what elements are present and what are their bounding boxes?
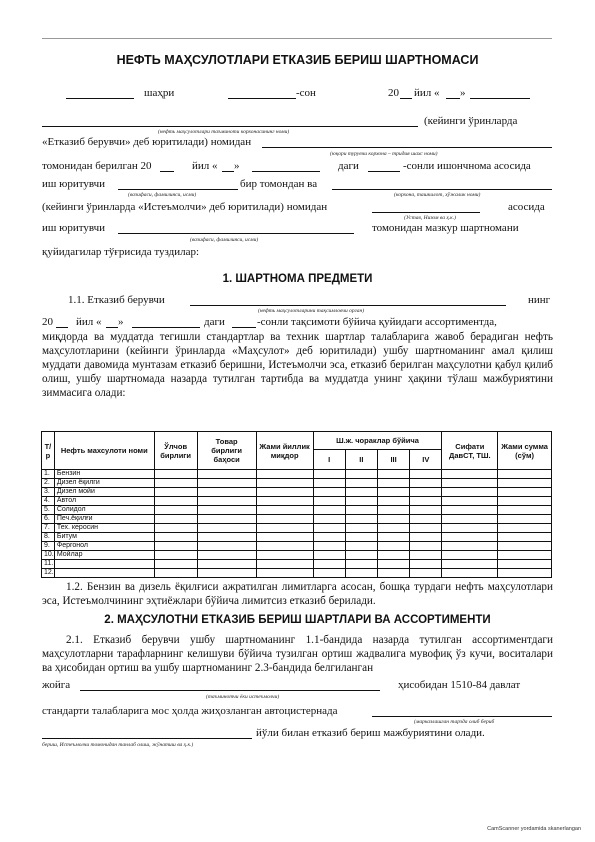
consumer-basis-caption: (Устав, Низом ва ҳ.к.) <box>404 215 456 221</box>
table-row <box>42 506 552 515</box>
table-cell[interactable] <box>498 479 552 488</box>
parties-line4-b: бир томондан ва <box>240 178 318 190</box>
table-cell[interactable] <box>498 551 552 560</box>
col-q1: I <box>313 450 345 470</box>
table-cell[interactable] <box>377 560 409 569</box>
table-cell[interactable] <box>377 569 409 578</box>
table-cell[interactable] <box>410 569 442 578</box>
table-row <box>42 560 552 569</box>
table-cell[interactable] <box>256 551 313 560</box>
table-cell[interactable] <box>197 470 256 479</box>
table-cell[interactable] <box>197 524 256 533</box>
col-price: Товар бирлиги баҳоси <box>197 432 256 470</box>
s1-line2-d: даги <box>204 316 225 328</box>
table-cell[interactable] <box>498 542 552 551</box>
parties-line6-b: томонидан мазкур шартномани <box>372 222 519 234</box>
quote-close: » <box>460 87 466 99</box>
table-cell[interactable] <box>197 542 256 551</box>
col-quarters: Ш.ж. чораклар бўйича <box>313 432 442 450</box>
table-cell[interactable] <box>313 533 345 542</box>
distributor-field[interactable] <box>190 305 506 306</box>
product-name: Дизел мойи <box>54 488 154 497</box>
clause-1-2: 1.2. Бензин ва дизель ёқилғиси ажратилган лимитларга асосан, бошқа турдаги нефть маҳсулотлари эса, Истеъмолчининг эҳтиёжлари бўйича лимитсиз етказиб берилади. <box>42 581 553 607</box>
consumer-name-field[interactable] <box>332 189 552 190</box>
distributor-caption: (нефть маҳсулотларини тақсимловчи орган) <box>258 308 365 314</box>
table-cell[interactable] <box>410 542 442 551</box>
table-cell[interactable] <box>442 488 498 497</box>
table-cell[interactable] <box>442 524 498 533</box>
parties-line5-b: асосида <box>508 201 545 213</box>
parties-line2: «Етказиб берувчи» деб юритилади) номидан <box>42 136 252 148</box>
table-cell[interactable] <box>154 560 197 569</box>
delivery-method-caption-2: бериш, Истеъмолчи томонидан танлаб олиш, жўнатиш ва ҳ.к.) <box>42 742 194 748</box>
table-cell[interactable] <box>256 533 313 542</box>
delivery-method-field[interactable] <box>372 716 552 717</box>
table-cell[interactable] <box>498 515 552 524</box>
table-cell[interactable] <box>377 488 409 497</box>
table-cell[interactable] <box>410 479 442 488</box>
table-cell[interactable] <box>154 542 197 551</box>
table-cell[interactable] <box>345 479 377 488</box>
table-cell[interactable] <box>377 497 409 506</box>
table-cell[interactable] <box>154 479 197 488</box>
table-row <box>42 542 552 551</box>
row-number: 8. <box>42 533 55 542</box>
col-total: Жами йиллик миқдор <box>256 432 313 470</box>
table-cell[interactable] <box>410 524 442 533</box>
table-cell[interactable] <box>345 470 377 479</box>
table-cell[interactable] <box>498 533 552 542</box>
row-number: 7. <box>42 524 55 533</box>
table-cell[interactable] <box>197 497 256 506</box>
table-cell[interactable] <box>256 569 313 578</box>
table-cell[interactable] <box>345 488 377 497</box>
product-name <box>54 560 154 569</box>
row-number: 2. <box>42 479 55 488</box>
table-cell[interactable] <box>377 470 409 479</box>
col-q4: IV <box>410 450 442 470</box>
table-cell[interactable] <box>410 560 442 569</box>
consumer-basis-field[interactable] <box>372 212 480 213</box>
consumer-position-field[interactable] <box>118 233 354 234</box>
col-num: Т/р <box>42 432 55 470</box>
table-cell[interactable] <box>442 497 498 506</box>
row-number: 3. <box>42 488 55 497</box>
consumer-position-caption: (вазифаси, фамилияси, исми) <box>190 237 259 243</box>
s1-paragraph: миқдорда ва муддатда тегишли стандартлар ва техник шартлар талабларига жавоб берадиган нефть маҳсулотларини (кейинги ўринларда «Маҳсулот» деб юритилади) ушбу шартноманинг амал қилиш муддати давомида мунтазам етказиб беришни, Истеъмолчи эса, етказиб берилган маҳсулотни қабул қилиб олиш, ушбу шартномада назарда тутилган тартибда ва муддатда унинг ҳақини тўлаш мажбуриятини зиммасига олади: <box>42 331 553 399</box>
table-cell[interactable] <box>498 569 552 578</box>
s1-line2-c: » <box>118 316 124 328</box>
product-name: Фергонол <box>54 542 154 551</box>
col-name: Нефть махсулоти номи <box>54 432 154 470</box>
table-cell[interactable] <box>256 524 313 533</box>
poa-year-field[interactable] <box>160 171 174 172</box>
table-cell[interactable] <box>442 569 498 578</box>
s1-line2-e: -сонли тақсимоти бўйича қуйидаги ассортиментда, <box>257 316 497 328</box>
table-cell[interactable] <box>256 470 313 479</box>
city-field[interactable] <box>66 98 134 99</box>
col-q2: II <box>345 450 377 470</box>
parties-line3-b: йил « <box>192 160 218 172</box>
day-field[interactable] <box>446 98 460 99</box>
table-cell[interactable] <box>377 542 409 551</box>
year-field[interactable] <box>400 98 412 99</box>
dist-day-field[interactable] <box>106 327 118 328</box>
table-cell[interactable] <box>345 542 377 551</box>
table-row <box>42 497 552 506</box>
table-cell[interactable] <box>377 533 409 542</box>
scanner-footer: CamScanner yordamida skanerlangan <box>487 826 581 832</box>
table-cell[interactable] <box>410 515 442 524</box>
table-cell[interactable] <box>442 506 498 515</box>
table-cell[interactable] <box>313 470 345 479</box>
table-cell[interactable] <box>345 497 377 506</box>
row-number: 10. <box>42 551 55 560</box>
table-cell[interactable] <box>498 524 552 533</box>
s2-line1-b: ҳисобидан 1510-84 давлат <box>398 679 521 691</box>
table-cell[interactable] <box>313 551 345 560</box>
product-name: Мойлар <box>54 551 154 560</box>
table-cell[interactable] <box>442 479 498 488</box>
table-cell[interactable] <box>410 533 442 542</box>
table-cell[interactable] <box>377 524 409 533</box>
year-prefix: 20 <box>388 87 399 99</box>
table-cell[interactable] <box>154 470 197 479</box>
table-row <box>42 533 552 542</box>
dist-year-field[interactable] <box>56 327 68 328</box>
col-unit: Ўлчов бирлиги <box>154 432 197 470</box>
table-cell[interactable] <box>313 560 345 569</box>
delivery-place-field[interactable] <box>80 690 380 691</box>
table-cell[interactable] <box>154 569 197 578</box>
section2-heading: 2. МАҲСУЛОТНИ ЕТКАЗИБ БЕРИШ ШАРТЛАРИ ВА АССОРТИМЕНТИ <box>104 614 491 626</box>
table-cell[interactable] <box>377 551 409 560</box>
contract-number-label: -сон <box>296 87 316 99</box>
table-cell[interactable] <box>313 542 345 551</box>
table-cell[interactable] <box>197 569 256 578</box>
table-cell[interactable] <box>154 497 197 506</box>
table-cell[interactable] <box>313 488 345 497</box>
parties-line3-a: томонидан берилган 20 <box>42 160 152 172</box>
contract-number-field[interactable] <box>228 98 296 99</box>
table-cell[interactable] <box>345 515 377 524</box>
top-rule <box>42 38 552 39</box>
table-cell[interactable] <box>313 506 345 515</box>
parties-line3-d: даги <box>338 160 359 172</box>
poa-month-field[interactable] <box>252 171 320 172</box>
table-cell[interactable] <box>442 542 498 551</box>
table-cell[interactable] <box>256 506 313 515</box>
table-cell[interactable] <box>313 515 345 524</box>
table-cell[interactable] <box>345 551 377 560</box>
table-cell[interactable] <box>410 506 442 515</box>
s1-line1-b: нинг <box>528 294 551 306</box>
table-cell[interactable] <box>256 488 313 497</box>
table-row <box>42 515 552 524</box>
parties-line5-a: (кейинги ўринларда «Истеъмолчи» деб юритилади) номидан <box>42 201 328 213</box>
table-cell[interactable] <box>377 506 409 515</box>
table-cell[interactable] <box>197 551 256 560</box>
table-cell[interactable] <box>256 560 313 569</box>
table-row <box>42 479 552 488</box>
table-row <box>42 470 552 479</box>
row-number: 6. <box>42 515 55 524</box>
table-cell[interactable] <box>154 524 197 533</box>
parties-line4-a: иш юритувчи <box>42 178 106 190</box>
table-cell[interactable] <box>313 479 345 488</box>
table-cell[interactable] <box>154 488 197 497</box>
poa-day-field[interactable] <box>222 171 234 172</box>
product-name: Битум <box>54 533 154 542</box>
s2-line1-a: жойга <box>42 679 71 691</box>
row-number: 4. <box>42 497 55 506</box>
table-cell[interactable] <box>442 470 498 479</box>
row-number: 12. <box>42 569 55 578</box>
table-cell[interactable] <box>197 488 256 497</box>
table-row <box>42 488 552 497</box>
dist-month-field[interactable] <box>132 327 200 328</box>
table-row <box>42 524 552 533</box>
product-name: Дизел ёқилги <box>54 479 154 488</box>
table-cell[interactable] <box>313 569 345 578</box>
parties-line7: қуйидагилар тўғрисида туздилар: <box>42 246 200 258</box>
table-cell[interactable] <box>313 497 345 506</box>
city-label: шаҳри <box>144 87 175 99</box>
table-cell[interactable] <box>442 515 498 524</box>
col-q3: III <box>377 450 409 470</box>
table-row <box>42 569 552 578</box>
row-number: 1. <box>42 470 55 479</box>
col-quality: Сифати ДавСТ, ТШ. <box>442 432 498 470</box>
table-cell[interactable] <box>154 506 197 515</box>
parties-line3-c: » <box>234 160 240 172</box>
table-cell[interactable] <box>410 497 442 506</box>
supplier-name-field[interactable] <box>42 126 418 127</box>
col-sum: Жами сумма (сўм) <box>498 432 552 470</box>
table-cell[interactable] <box>256 479 313 488</box>
table-cell[interactable] <box>197 560 256 569</box>
table-cell[interactable] <box>442 560 498 569</box>
s1-line2-a: 20 <box>42 316 53 328</box>
table-cell[interactable] <box>154 533 197 542</box>
month-field[interactable] <box>470 98 530 99</box>
products-table <box>41 431 552 578</box>
parties-line3-e: -сонли ишончнома асосида <box>403 160 531 172</box>
table-cell[interactable] <box>345 569 377 578</box>
supplier-caption: (нефть маҳсулотлари таъминоти корхонасининг номи) <box>158 129 290 135</box>
table-cell[interactable] <box>410 551 442 560</box>
supplier-rep-field[interactable] <box>262 147 552 148</box>
table-cell[interactable] <box>442 551 498 560</box>
table-row <box>42 551 552 560</box>
delivery-method-caption: (марказлашган тарзда олиб бериб <box>414 719 495 725</box>
row-number: 11. <box>42 560 55 569</box>
product-name: Автол <box>54 497 154 506</box>
table-cell[interactable] <box>197 506 256 515</box>
table-cell[interactable] <box>197 533 256 542</box>
table-cell[interactable] <box>498 506 552 515</box>
s1-line2-b: йил « <box>76 316 102 328</box>
table-cell[interactable] <box>345 506 377 515</box>
s2-line3: йўли билан етказиб бериш мажбуриятини олади. <box>256 727 485 739</box>
row-number: 5. <box>42 506 55 515</box>
supplier-position-field[interactable] <box>118 189 238 190</box>
table-cell[interactable] <box>256 497 313 506</box>
product-name: Тех. керосин <box>54 524 154 533</box>
parties-line1-tail: (кейинги ўринларда <box>424 115 518 127</box>
row-number: 9. <box>42 542 55 551</box>
product-name <box>54 569 154 578</box>
table-cell[interactable] <box>498 497 552 506</box>
table-cell[interactable] <box>498 470 552 479</box>
table-cell[interactable] <box>345 533 377 542</box>
page-title: НЕФТЬ МАҲСУЛОТЛАРИ ЕТКАЗИБ БЕРИШ ШАРТНОМАСИ <box>116 53 479 67</box>
year-suffix: йил « <box>414 87 440 99</box>
product-name: Печ.ёқилғи <box>54 515 154 524</box>
product-name: Бензин <box>54 470 154 479</box>
s1-line1-a: 1.1. Етказиб берувчи <box>68 294 165 306</box>
table-cell[interactable] <box>377 479 409 488</box>
table-cell[interactable] <box>345 560 377 569</box>
supplier-rep-caption: (юқори турувчи корхона – тридия шахс номи) <box>330 151 438 157</box>
table-cell[interactable] <box>313 524 345 533</box>
consumer-name-caption: (корхона, ташкилот, хўжалик номи) <box>394 192 481 198</box>
table-cell[interactable] <box>154 515 197 524</box>
s2-paragraph: 2.1. Етказиб берувчи ушбу шартноманинг 1.1-бандида назарда тутилган ассортиментдаги маҳсулотларни тарафларнинг келишуви бўйича тузилган ортиш жадвалига мувофиқ ўз кучи, воситалари ва ҳисобидан ортиш ва ушбу шартноманинг 2.3-бандида белгиланган <box>42 634 553 674</box>
table-cell[interactable] <box>197 515 256 524</box>
table-cell[interactable] <box>377 515 409 524</box>
s2-line2: стандарти талабларига мос ҳолда жиҳозланган автоцистернада <box>42 705 338 717</box>
parties-line6-a: иш юритувчи <box>42 222 106 234</box>
table-cell[interactable] <box>410 488 442 497</box>
table-cell[interactable] <box>256 515 313 524</box>
supplier-position-caption: (вазифаси, фамилияси, исми) <box>128 192 197 198</box>
dist-number-field[interactable] <box>232 327 256 328</box>
poa-number-field[interactable] <box>368 171 400 172</box>
table-cell[interactable] <box>345 524 377 533</box>
table-cell[interactable] <box>410 470 442 479</box>
delivery-method-field-2[interactable] <box>42 738 252 739</box>
table-cell[interactable] <box>498 488 552 497</box>
table-cell[interactable] <box>442 533 498 542</box>
table-cell[interactable] <box>197 479 256 488</box>
section1-heading: 1. ШАРТНОМА ПРЕДМЕТИ <box>222 273 373 285</box>
product-name: Солидол <box>54 506 154 515</box>
table-cell[interactable] <box>256 542 313 551</box>
delivery-place-caption: (таъминотчи ёки истеъмолчи) <box>206 694 280 700</box>
table-cell[interactable] <box>498 560 552 569</box>
table-cell[interactable] <box>154 551 197 560</box>
